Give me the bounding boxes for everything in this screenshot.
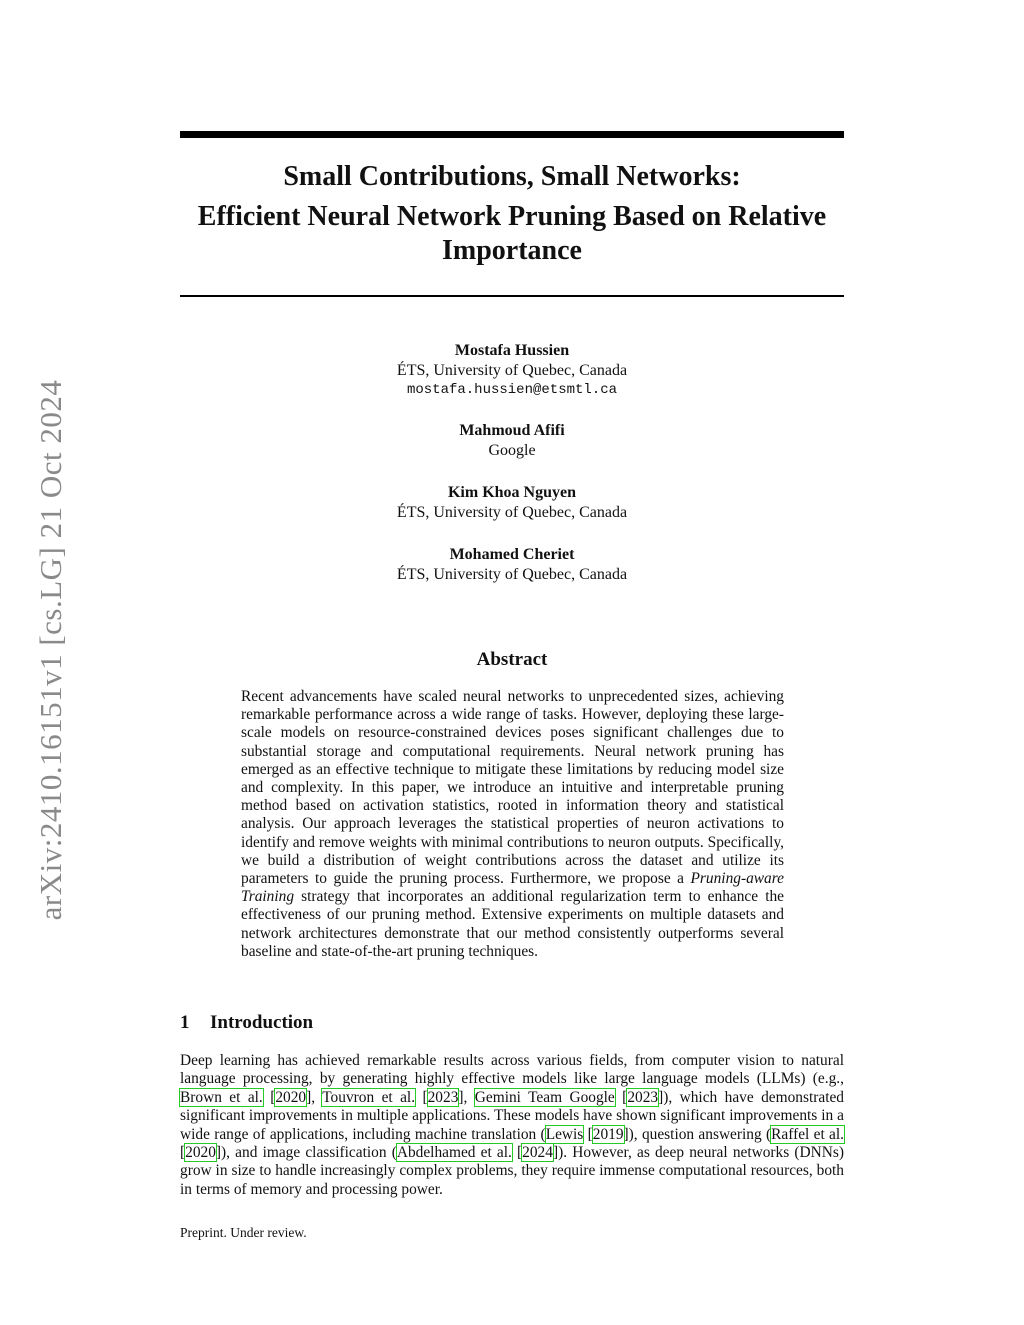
author-email[interactable]: mostafa.hussien@etsmtl.ca — [406, 382, 618, 398]
citation-link[interactable]: 2020 — [275, 1088, 307, 1106]
intro-text: ]), which have demonstrated significant improvements in multiple applications. These models have shown significant improvements in a wide range of applications, including machine translation ( — [180, 1088, 845, 1143]
author-affiliation: Google — [488, 442, 536, 459]
author-block — [180, 421, 844, 461]
author-affiliation: ÉTS, University of Quebec, Canada — [396, 566, 628, 583]
citation-link[interactable]: 2023 — [627, 1088, 659, 1106]
arxiv-identifier[interactable]: arXiv:2410.16151v1 [cs.LG] 21 Oct 2024 — [33, 379, 68, 921]
abstract-heading: Abstract — [476, 649, 548, 670]
citation-link[interactable]: Lewis — [545, 1125, 584, 1143]
author-name: Mostafa Hussien — [454, 342, 570, 359]
paper-title — [180, 160, 844, 268]
abstract-text-part: Recent advancements have scaled neural networks to unprecedented sizes, achieving remarkable performance across a wide range of tasks. However, deploying these large-scale models on resource-constrained devices poses significant challenges due to substantial storage and computational requirements. Neural network pruning has emerged as an effective technique to mitigate these limitations by reducing model size and complexity. In this paper, we introduce an intuitive and interpretable pruning method based on activation statistics, rooted in information theory and statistical analysis. Our approach leverages the statistical properties of neuron activations to identify and remove weights with minimal contributions to neuron outputs. Specifically, we build a distribution of weight contributions across the dataset and utilize its parameters to guide the pruning process. Furthermore, we propose a — [241, 688, 784, 888]
author-name: Mahmoud Afifi — [459, 422, 565, 439]
title-line-2: Efficient Neural Network Pruning Based on Relative Importance — [197, 201, 827, 266]
footer-note: Preprint. Under review. — [180, 1225, 307, 1240]
section-title: Introduction — [210, 1012, 314, 1033]
author-block — [180, 341, 844, 399]
abstract-text — [241, 688, 784, 961]
author-block — [180, 483, 844, 523]
intro-text: ]). However, as deep neural networks (DNNs) grow in size to handle increasingly complex problems, they require immense computational resources, both in terms of memory and processing power. — [180, 1144, 844, 1198]
author-affiliation: ÉTS, University of Quebec, Canada — [396, 362, 628, 379]
citation-link[interactable]: 2023 — [427, 1088, 459, 1106]
citation-link[interactable]: Touvron et al. — [322, 1088, 416, 1106]
citation-link[interactable]: Abdelhamed et al. — [396, 1144, 512, 1162]
section-number: 1 — [180, 1012, 190, 1033]
title-bottom-rule — [180, 295, 844, 297]
intro-text: [ — [262, 1088, 276, 1106]
intro-text: [ — [415, 1088, 428, 1106]
intro-text: ], — [306, 1088, 323, 1106]
intro-text: [ — [614, 1088, 628, 1106]
title-top-rule — [180, 131, 844, 138]
intro-text: [ — [511, 1144, 523, 1162]
intro-text: [ — [180, 1144, 186, 1162]
author-list — [180, 341, 844, 607]
citation-link[interactable]: 2020 — [185, 1144, 216, 1162]
citation-link[interactable]: Gemini Team Google — [474, 1088, 615, 1106]
author-name: Kim Khoa Nguyen — [447, 484, 576, 501]
author-name: Mohamed Cheriet — [449, 546, 575, 563]
intro-text: Deep learning has achieved remarkable results across various fields, from computer vision to natural language processing, by generating highly effective models like large language models (LLMs) (e.g., — [180, 1052, 844, 1088]
introduction-paragraph — [180, 1052, 844, 1199]
citation-link[interactable]: 2024 — [522, 1144, 553, 1162]
abstract-italic-term: Pruning-aware Training — [241, 870, 784, 906]
title-line-1: Small Contributions, Small Networks: — [283, 161, 741, 192]
author-affiliation: ÉTS, University of Quebec, Canada — [396, 504, 628, 521]
intro-text: ]), and image classification ( — [215, 1144, 397, 1162]
intro-text: [ — [583, 1125, 593, 1143]
section-heading-introduction — [180, 1011, 313, 1035]
intro-text: ]), question answering ( — [623, 1125, 772, 1143]
author-block — [180, 545, 844, 585]
abstract-text-part: strategy that incorporates an additional regularization term to enhance the effectiveness of our pruning method. Extensive experiments on multiple datasets and network architectures demonstrate that our method consistently outperforms several baseline and state-of-the-art pruning techniques. — [241, 888, 784, 960]
citation-link[interactable]: Raffel et al. — [771, 1125, 844, 1143]
intro-text: ], — [458, 1088, 475, 1106]
citation-link[interactable]: Brown et al. — [180, 1088, 263, 1106]
citation-link[interactable]: 2019 — [592, 1125, 624, 1143]
